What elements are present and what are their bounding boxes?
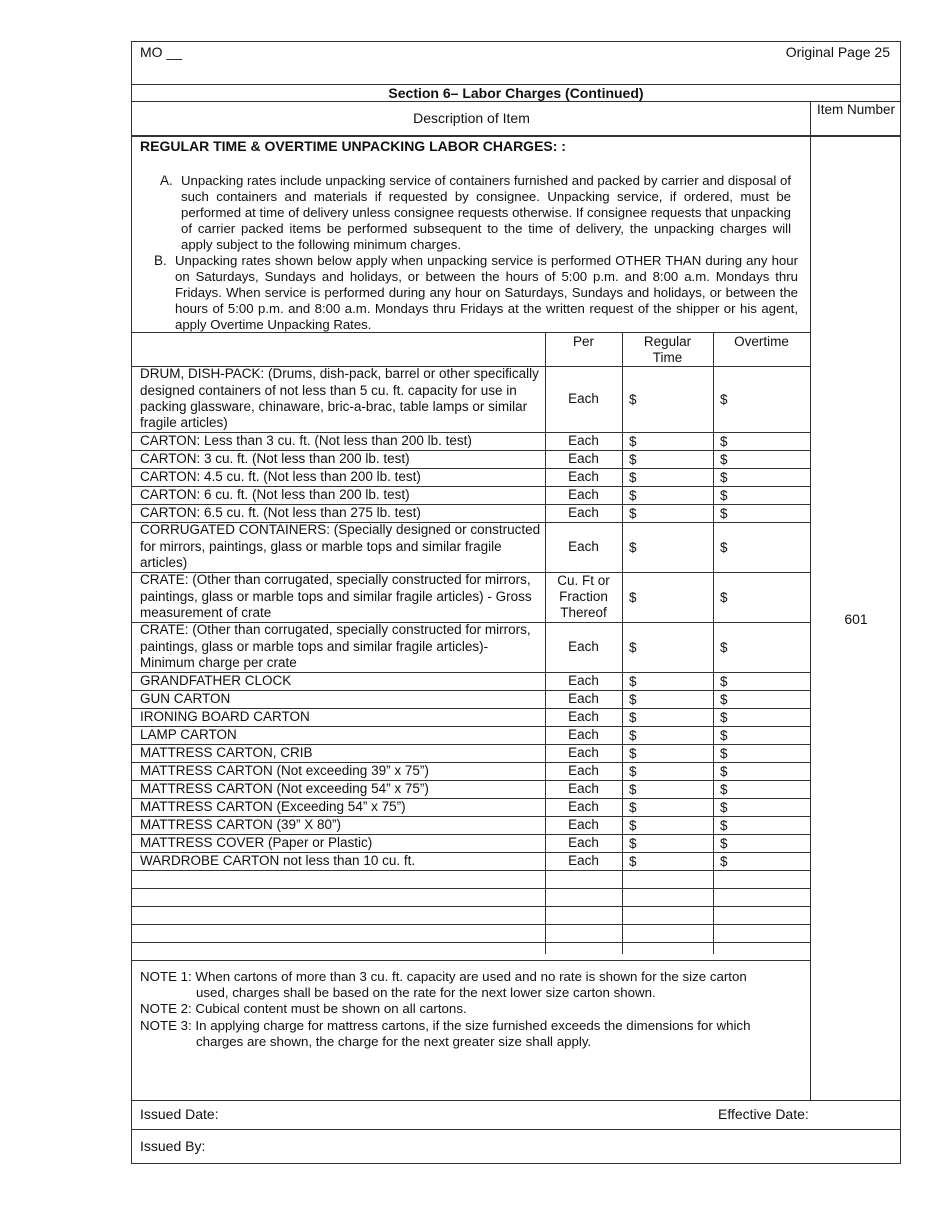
row-regular-rate: $ (629, 853, 637, 869)
issued-date-label: Issued Date: (140, 1106, 219, 1122)
row-regular-rate: $ (629, 487, 637, 503)
row-overtime-rate: $ (720, 391, 728, 407)
empty-row-border (132, 924, 810, 925)
row-per: Cu. Ft or Fraction Thereof (557, 573, 610, 620)
row-regular-rate: $ (629, 589, 637, 605)
row-description: GUN CARTON (140, 690, 231, 706)
row-description: MATTRESS CARTON (Not exceeding 54” x 75”) (140, 780, 429, 796)
row-overtime-rate: $ (720, 763, 728, 779)
table-row-border (132, 870, 810, 871)
row-regular-rate: $ (629, 505, 637, 521)
item-column-divider (810, 101, 811, 1100)
empty-row-border (132, 942, 810, 943)
row-per: Each (568, 487, 599, 502)
row-description: MATTRESS CARTON (Not exceeding 39” x 75”) (140, 762, 429, 778)
empty-row-border (132, 906, 810, 907)
row-per: Each (568, 709, 599, 724)
row-overtime-rate: $ (720, 727, 728, 743)
row-per: Each (568, 469, 599, 484)
row-overtime-rate: $ (720, 853, 728, 869)
row-description: CARTON: 4.5 cu. ft. (Not less than 200 lb. test) (140, 468, 421, 484)
row-regular-rate: $ (629, 451, 637, 467)
divider (132, 135, 900, 137)
row-per: Each (568, 673, 599, 688)
table-top-border (132, 332, 810, 333)
row-description: WARDROBE CARTON not less than 10 cu. ft. (140, 852, 416, 868)
row-overtime-rate: $ (720, 451, 728, 467)
row-description: CRATE: (Other than corrugated, specially constructed for mirrors, paintings, glass or marble tops and similar fragile articles) - Gross measurement of crate (140, 572, 532, 621)
effective-date-label: Effective Date: (718, 1106, 809, 1122)
divider (132, 1100, 900, 1101)
note-1 (140, 969, 810, 1001)
note-1-continuation: used, charges shall be based on the rate for the next lower size carton shown. (196, 985, 656, 1000)
row-overtime-rate: $ (720, 639, 728, 655)
row-per: Each (568, 391, 599, 406)
row-description: MATTRESS COVER (Paper or Plastic) (140, 834, 373, 850)
row-description: CORRUGATED CONTAINERS: (Specially designed or constructed for mirrors, paintings, glass or marble tops and similar fragile articles) (140, 522, 541, 571)
row-overtime-rate: $ (720, 835, 728, 851)
row-per: Each (568, 505, 599, 520)
note-1-lead: NOTE 1: When cartons of more than 3 cu. ft. capacity are used and no rate is shown for the size carton (140, 969, 747, 984)
intro-heading: REGULAR TIME & OVERTIME UNPACKING LABOR CHARGES: : (140, 138, 566, 154)
empty-row-border (132, 888, 810, 889)
col-header-overtime: Overtime (734, 334, 789, 349)
para-a: Unpacking rates include unpacking service of containers furnished and packed by carrier and disposal of such containers and materials if requested by consignee. Unpacking service, if ordered, must be performed at time of delivery unless consignee requests otherwise. If consignee requests that unpacking of carrier packed items be performed subsequent to the time of delivery, the unpacking charges will apply subject to the following minimum charges. (181, 173, 791, 252)
row-overtime-rate: $ (720, 539, 728, 555)
row-overtime-rate: $ (720, 589, 728, 605)
row-description: CARTON: 6.5 cu. ft. (Not less than 275 lb. test) (140, 504, 421, 520)
row-per: Each (568, 691, 599, 706)
row-overtime-rate: $ (720, 781, 728, 797)
row-regular-rate: $ (629, 745, 637, 761)
issued-by-label: Issued By: (140, 1138, 206, 1154)
row-regular-rate: $ (629, 799, 637, 815)
row-overtime-rate: $ (720, 469, 728, 485)
note-3 (140, 1018, 810, 1050)
row-regular-rate: $ (629, 673, 637, 689)
row-per: Each (568, 433, 599, 448)
row-overtime-rate: $ (720, 709, 728, 725)
para-b: Unpacking rates shown below apply when unpacking service is performed OTHER THAN during any hour on Saturdays, Sundays and holidays, or between the hours of 5:00 p.m. and 8:00 a.m. Mondays thru Fridays. When service is performed during any hour on Saturdays, Sundays and holidays, or between the hours of 5:00 p.m. and 8:00 a.m. Mondays thru Fridays at the written request of the shipper or his agent, apply Overtime Unpacking Rates. (175, 253, 798, 332)
page-label: Original Page 25 (785, 44, 890, 60)
row-regular-rate: $ (629, 727, 637, 743)
row-overtime-rate: $ (720, 673, 728, 689)
row-per: Each (568, 763, 599, 778)
empty-row-border (132, 960, 810, 961)
row-description: CARTON: Less than 3 cu. ft. (Not less than 200 lb. test) (140, 432, 472, 448)
row-description: IRONING BOARD CARTON (140, 708, 310, 724)
col-header-per: Per (572, 334, 594, 349)
item-number-header: Item Number (816, 102, 896, 117)
row-per: Each (568, 799, 599, 814)
para-a-label: A. (160, 173, 173, 188)
row-description: CARTON: 3 cu. ft. (Not less than 200 lb. test) (140, 450, 410, 466)
row-description: MATTRESS CARTON (Exceeding 54” x 75”) (140, 798, 406, 814)
row-per: Each (568, 781, 599, 796)
row-regular-rate: $ (629, 763, 637, 779)
row-per: Each (568, 745, 599, 760)
row-regular-rate: $ (629, 817, 637, 833)
row-per: Each (568, 639, 599, 654)
row-regular-rate: $ (629, 469, 637, 485)
item-number: 601 (844, 611, 868, 627)
row-overtime-rate: $ (720, 433, 728, 449)
row-per: Each (568, 539, 599, 554)
row-per: Each (568, 451, 599, 466)
row-overtime-rate: $ (720, 799, 728, 815)
col-header-regular: Regular Time (643, 334, 692, 365)
row-description: LAMP CARTON (140, 726, 237, 742)
row-overtime-rate: $ (720, 817, 728, 833)
row-overtime-rate: $ (720, 745, 728, 761)
row-regular-rate: $ (629, 539, 637, 555)
row-regular-rate: $ (629, 781, 637, 797)
row-per: Each (568, 727, 599, 742)
row-overtime-rate: $ (720, 487, 728, 503)
row-description: DRUM, DISH-PACK: (Drums, dish-pack, barrel or other specifically designed containers of not less than 5 cu. ft. capacity for use in packing glassware, chinaware, bric-a-brac, table lamps or similar fragile articles) (140, 366, 539, 431)
row-description: MATTRESS CARTON (39” X 80”) (140, 816, 342, 832)
note-2: NOTE 2: Cubical content must be shown on all cartons. (140, 1001, 467, 1016)
row-description: GRANDFATHER CLOCK (140, 672, 292, 688)
row-regular-rate: $ (629, 691, 637, 707)
row-regular-rate: $ (629, 433, 637, 449)
para-b-label: B. (154, 253, 167, 268)
row-regular-rate: $ (629, 709, 637, 725)
mo-label: MO __ (140, 44, 183, 60)
note-3-lead: NOTE 3: In applying charge for mattress cartons, if the size furnished exceeds the dimensions for which (140, 1018, 751, 1033)
row-description: CARTON: 6 cu. ft. (Not less than 200 lb. test) (140, 486, 410, 502)
section-title: Section 6– Labor Charges (Continued) (388, 85, 644, 101)
row-description: MATTRESS CARTON, CRIB (140, 744, 313, 760)
note-3-continuation: charges are shown, the charge for the next greater size shall apply. (196, 1034, 592, 1049)
row-regular-rate: $ (629, 639, 637, 655)
divider (132, 101, 900, 102)
row-per: Each (568, 853, 599, 868)
row-regular-rate: $ (629, 835, 637, 851)
tariff-page (131, 41, 901, 1164)
row-overtime-rate: $ (720, 691, 728, 707)
row-per: Each (568, 835, 599, 850)
row-per: Each (568, 817, 599, 832)
row-regular-rate: $ (629, 391, 637, 407)
row-description: CRATE: (Other than corrugated, specially constructed for mirrors, paintings, glass or marble tops and similar fragile articles)- Minimum charge per crate (140, 622, 531, 671)
row-overtime-rate: $ (720, 505, 728, 521)
description-header: Description of Item (413, 110, 530, 126)
divider (132, 1129, 900, 1130)
